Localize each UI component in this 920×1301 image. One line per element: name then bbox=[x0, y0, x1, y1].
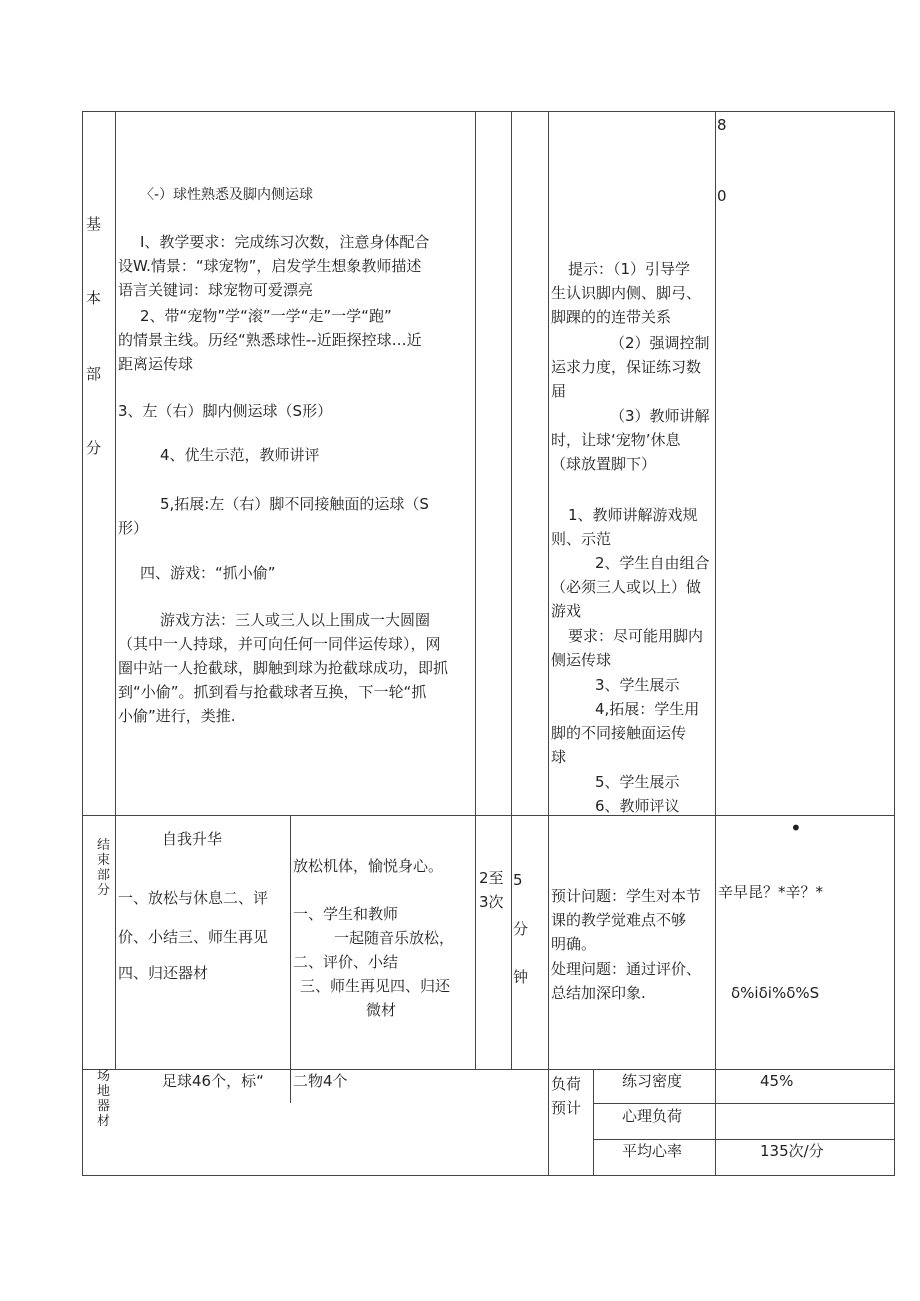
content-line: 设W.情景：“球宠物”，启发学生想象教师描述 bbox=[118, 257, 422, 275]
right-char: 8 bbox=[717, 116, 727, 134]
org-line: 脚的不同接触面运传 bbox=[551, 724, 687, 742]
garbled-text: δ%iδi%δ%S bbox=[731, 984, 820, 1002]
end-method-line: 微材 bbox=[366, 1001, 397, 1019]
load-row-label: 心理负荷 bbox=[622, 1107, 683, 1125]
org-line: 4,拓展：学生用 bbox=[595, 700, 700, 718]
org-line: 6、教师评议 bbox=[595, 797, 680, 815]
org-line: 游戏 bbox=[551, 602, 582, 620]
end-goal: 放松机体，愉悦身心。 bbox=[293, 857, 444, 875]
end-content-line: 价、小结三、师生再见 bbox=[118, 928, 269, 946]
right-char: 0 bbox=[717, 187, 727, 205]
equipment-text: 二物4个 bbox=[293, 1072, 348, 1090]
section-label-char: 结 bbox=[97, 838, 111, 853]
end-method-line: 二、评价、小结 bbox=[293, 953, 399, 971]
tips-line: 时，让球‘宠物’休息 bbox=[551, 431, 681, 449]
end-duration: 钟 bbox=[513, 968, 529, 986]
end-times: 3次 bbox=[479, 893, 504, 911]
garbled-text: 辛早昆？*辛？* bbox=[718, 883, 824, 901]
end-note-line: 预计问题：学生对本节 bbox=[551, 887, 702, 905]
org-line: （必须三人或以上）做 bbox=[551, 578, 702, 596]
tips-line: （球放置脚下） bbox=[551, 455, 657, 473]
section-label-char: 地 bbox=[97, 1084, 111, 1099]
game-title: 四、游戏：“抓小偷” bbox=[140, 564, 276, 582]
section-label-char: 分 bbox=[97, 883, 111, 898]
load-row-value: 45% bbox=[760, 1072, 794, 1090]
game-line: 圈中站一人抢截球，脚触到球为抢截球成功，即抓 bbox=[118, 659, 449, 677]
org-line: 球 bbox=[551, 748, 567, 766]
end-duration: 分 bbox=[513, 920, 529, 938]
org-line: 则、示范 bbox=[551, 530, 612, 548]
section-label-char: 材 bbox=[97, 1114, 111, 1129]
end-note-line: 总结加深印象. bbox=[551, 984, 646, 1002]
game-line: 游戏方法：三人或三人以上围成一大圆圈 bbox=[160, 611, 431, 629]
tips-line: 生认识脚内侧、脚弓、 bbox=[551, 284, 702, 302]
tips-line: 脚踝的的连带关系 bbox=[551, 308, 672, 326]
org-line: 3、学生展示 bbox=[595, 676, 680, 694]
content-line: 2、带“宠物”学“滚”一学“走”一学“跑” bbox=[140, 307, 392, 325]
section-label-char: 基 bbox=[86, 215, 102, 233]
end-note-line: 明确。 bbox=[551, 935, 597, 953]
game-line: 到“小偷”。抓到看与抢截球者互换，下一轮“抓 bbox=[118, 683, 427, 701]
end-content-line: 四、归还器材 bbox=[118, 964, 209, 982]
content-line: 3、左（右）脚内侧运球（S形） bbox=[118, 402, 333, 420]
equipment-text: 足球46个，标“ bbox=[162, 1072, 264, 1090]
tips-line: 提示：（1）引导学 bbox=[568, 260, 691, 278]
section-label-char: 部 bbox=[86, 365, 102, 383]
tips-line: （2）强调控制 bbox=[610, 334, 710, 352]
org-line: 1、教师讲解游戏规 bbox=[568, 506, 698, 524]
content-line: 距离运传球 bbox=[118, 355, 194, 373]
end-content-line: 一、放松与休息二、评 bbox=[118, 889, 269, 907]
content-line: 语言关键词：球宠物可爱漂亮 bbox=[118, 281, 314, 299]
load-row-value: 135次/分 bbox=[760, 1142, 824, 1160]
tips-line: 届 bbox=[551, 382, 567, 400]
org-line: 2、学生自由组合 bbox=[595, 554, 710, 572]
end-method-line: 一起随音乐放松， bbox=[334, 929, 455, 947]
content-line: 5,拓展:左（右）脚不同接触面的运球（S bbox=[160, 495, 429, 513]
content-line: I、教学要求：完成练习次数，注意身体配合 bbox=[140, 233, 430, 251]
section-label-char: 场 bbox=[97, 1069, 111, 1084]
end-title: 自我升华 bbox=[162, 830, 223, 848]
tips-line: （3）教师讲解 bbox=[610, 407, 710, 425]
org-line: 要求：尽可能用脚内 bbox=[568, 627, 704, 645]
end-method-line: 一、学生和教师 bbox=[293, 905, 399, 923]
load-label: 负荷 bbox=[551, 1075, 582, 1093]
load-label: 预计 bbox=[551, 1099, 582, 1117]
content-line: 形） bbox=[118, 519, 149, 537]
org-line: 5、学生展示 bbox=[595, 773, 680, 791]
load-row-label: 练习密度 bbox=[622, 1072, 683, 1090]
section-label-char: 分 bbox=[86, 439, 102, 457]
section-label-char: 部 bbox=[97, 868, 111, 883]
end-note-line: 处理问题：通过评价、 bbox=[551, 960, 702, 978]
content-heading: 〈-）球性熟悉及脚内侧运球 bbox=[140, 187, 314, 203]
content-line: 的情景主线。历经“熟悉球性--近距探控球…近 bbox=[118, 331, 422, 349]
end-method-line: 三、师生再见四、归还 bbox=[300, 977, 451, 995]
end-duration: 5 bbox=[513, 871, 523, 889]
section-label-char: 器 bbox=[97, 1099, 111, 1114]
bullet-mark: • bbox=[790, 816, 802, 840]
game-line: 小偷”进行，类推. bbox=[118, 707, 236, 725]
section-label-char: 本 bbox=[86, 289, 102, 307]
load-row-label: 平均心率 bbox=[622, 1142, 683, 1160]
end-note-line: 课的教学觉难点不够 bbox=[551, 911, 687, 929]
org-line: 侧运传球 bbox=[551, 651, 612, 669]
tips-line: 运求力度，保证练习数 bbox=[551, 358, 702, 376]
end-times: 2至 bbox=[479, 869, 504, 887]
content-line: 4、优生示范，教师讲评 bbox=[160, 446, 320, 464]
game-line: （其中一人持球，并可向任何一同伴运传球），网 bbox=[118, 635, 441, 653]
section-label-char: 束 bbox=[97, 853, 111, 868]
